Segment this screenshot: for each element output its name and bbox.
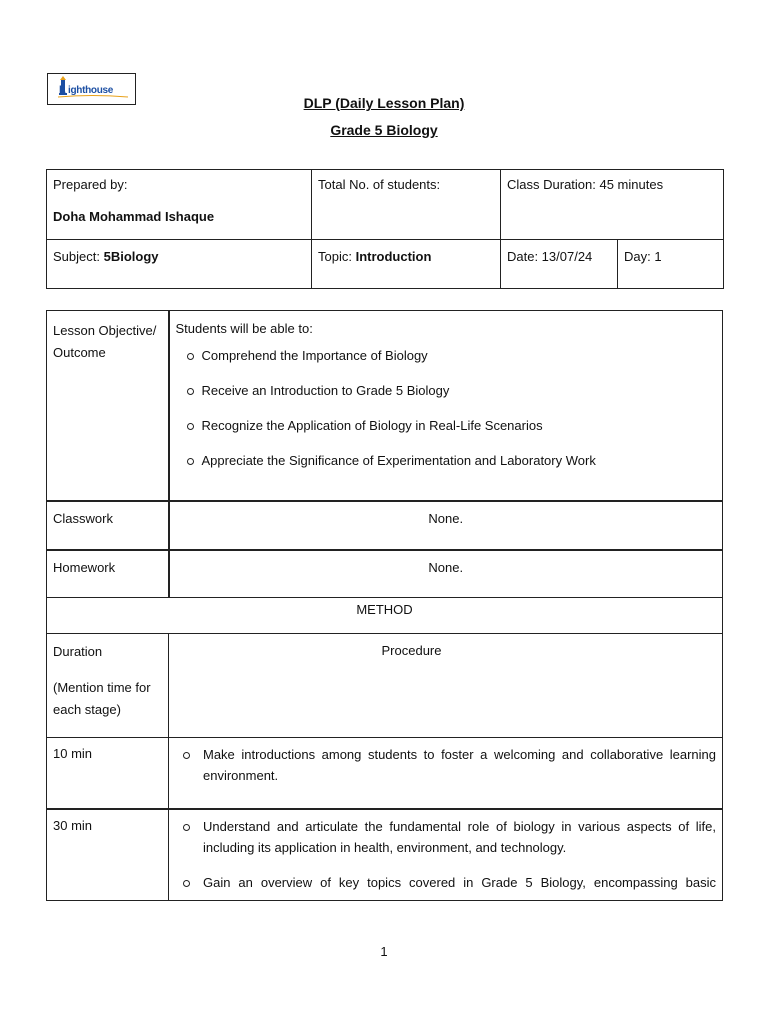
stage-procedure-cell — [169, 738, 723, 809]
subject-value: 5Biology — [103, 249, 159, 264]
procedure-item: Understand and articulate the fundamental role of biology in various aspects of life, including its application in health, environment, and technology. — [175, 816, 716, 858]
stage-items — [175, 744, 716, 786]
stage-time: 30 min — [53, 817, 93, 833]
method-heading-cell — [47, 598, 723, 634]
stage-time-cell — [47, 738, 169, 809]
date-cell — [501, 240, 618, 289]
subject-cell — [47, 240, 312, 289]
duration-note: (Mention time for each stage) — [53, 680, 151, 717]
objective-item: Recognize the Application of Biology in Real-Life Scenarios — [176, 416, 717, 435]
topic-value: Introduction — [355, 249, 432, 264]
prepared-by-cell — [47, 170, 312, 240]
homework-value-cell — [169, 550, 723, 598]
objectives-list — [176, 346, 717, 470]
page-subtitle: Grade 5 Biology — [330, 122, 438, 138]
classwork-value-cell — [169, 501, 723, 550]
stage-procedure-cell — [169, 809, 723, 901]
objective-label-line2: Outcome — [53, 345, 106, 360]
procedure-item: Gain an overview of key topics covered in Grade 5 Biology, encompassing basic — [175, 872, 716, 893]
page-number: 1 — [380, 944, 388, 959]
stage-time-cell — [47, 809, 169, 901]
procedure-header-cell — [135, 634, 689, 738]
procedure-item: Make introductions among students to foster a welcoming and collaborative learning environment. — [175, 744, 716, 786]
header-table — [46, 169, 724, 289]
total-students-cell — [312, 170, 501, 240]
total-students-label: Total No. of students: — [318, 177, 441, 192]
homework-label-cell — [47, 550, 169, 598]
homework-label: Homework — [53, 559, 116, 575]
classwork-label-cell — [47, 501, 169, 550]
procedure-table — [46, 737, 723, 901]
date-value: Date: 13/07/24 — [507, 249, 593, 264]
duration-label: Duration — [53, 644, 103, 659]
students-intro: Students will be able to: — [175, 321, 313, 336]
svg-text:L: L — [59, 84, 66, 96]
classwork-value: None. — [428, 510, 464, 526]
day-cell — [618, 240, 724, 289]
topic-label: Topic: — [318, 249, 356, 264]
stage-time: 10 min — [53, 746, 93, 761]
day-value: Day: 1 — [624, 249, 662, 264]
objectives-cell — [169, 311, 723, 501]
prepared-by-name: Doha Mohammad Ishaque — [53, 209, 215, 224]
topic-cell — [312, 240, 501, 289]
lesson-table — [46, 310, 723, 738]
objective-label-line1: Lesson Objective/ — [53, 323, 157, 338]
stage-items — [175, 816, 716, 893]
method-heading: METHOD — [356, 602, 413, 617]
objective-label-cell — [47, 311, 169, 501]
class-duration: Class Duration: 45 minutes — [507, 177, 664, 192]
subject-label: Subject: — [53, 249, 104, 264]
procedure-label: Procedure — [381, 643, 442, 658]
objective-item: Appreciate the Significance of Experimentation and Laboratory Work — [176, 451, 717, 470]
svg-text:ighthouse: ighthouse — [68, 85, 114, 96]
classwork-label: Classwork — [53, 510, 113, 526]
class-duration-cell — [501, 170, 724, 240]
objective-item: Receive an Introduction to Grade 5 Biology — [176, 381, 717, 400]
homework-value: None. — [428, 559, 464, 575]
prepared-by-label: Prepared by: — [53, 177, 128, 192]
objective-item: Comprehend the Importance of Biology — [176, 346, 717, 365]
page-title: DLP (Daily Lesson Plan) — [303, 95, 465, 111]
